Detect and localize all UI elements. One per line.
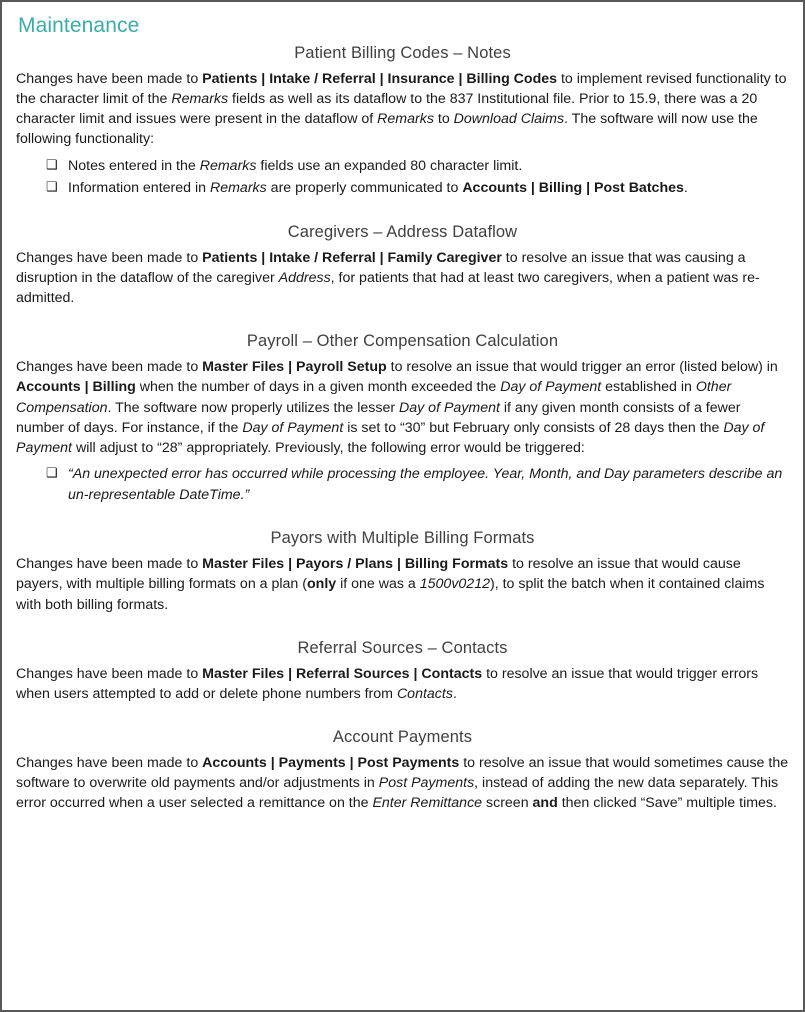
document-body <box>16 44 789 814</box>
section-heading: Account Payments <box>332 728 473 747</box>
page-title: Maintenance <box>18 14 140 37</box>
section-paragraph: Changes have been made to Accounts | Payments | Post Payments to resolve an issue that would sometimes cause the software to overwrite old payments and/or adjustments in Post Payments, instead of adding the new data separately. This error occurred when a user selected a remittance on the Enter Remittance screen and then clicked “Save” multiple times. <box>16 755 789 812</box>
bullet-list <box>16 464 789 505</box>
list-item <box>16 464 789 505</box>
document-section <box>16 44 789 199</box>
list-item <box>16 178 789 199</box>
document-section <box>16 332 789 505</box>
list-item-text: Notes entered in the Remarks fields use an expanded 80 character limit. <box>68 157 523 174</box>
list-item <box>16 156 789 177</box>
section-paragraph: Changes have been made to Master Files | Payroll Setup to resolve an issue that would trigger an error (listed below) in Accounts | Billing when the number of days in a given month exceeded the Day of Payment established in Other Compensation. The software now properly utilizes the lesser Day of Payment if any given month consists of a fewer number of days. For instance, if the Day of Payment is set to “30” but February only consists of 28 days then the Day of Payment will adjust to “28” appropriately. Previously, the following error would be triggered: <box>16 359 778 456</box>
section-heading: Caregivers – Address Dataflow <box>287 222 518 241</box>
bullet-marker-icon: ❑ <box>46 156 58 172</box>
document-section <box>16 728 789 813</box>
section-paragraph: Changes have been made to Patients | Intake / Referral | Insurance | Billing Codes to implement revised functionality to the character limit of the Remarks fields as well as its dataflow to the 837 Institutional file. Prior to 15.9, there was a 20 character limit and issues were present in the dataflow of Remarks to Download Claims. The software will now use the following functionality: <box>16 71 787 148</box>
section-heading: Payors with Multiple Billing Formats <box>270 529 535 548</box>
bullet-marker-icon: ❑ <box>46 179 58 195</box>
section-paragraph: Changes have been made to Patients | Intake / Referral | Family Caregiver to resolve an issue that was causing a disruption in the dataflow of the caregiver Address, for patients that had at least two caregivers, when a patient was re-admitted. <box>16 249 760 307</box>
section-heading: Patient Billing Codes – Notes <box>294 44 511 62</box>
section-paragraph: Changes have been made to Master Files | Referral Sources | Contacts to resolve an issue that would trigger errors when users attempted to add or delete phone numbers from Contacts. <box>16 665 759 702</box>
document-section <box>16 529 789 614</box>
document-section <box>16 639 789 704</box>
list-item-text: “An unexpected error has occurred while processing the employee. Year, Month, and Day parameters describe an un-representable DateTime.” <box>68 466 783 503</box>
bullet-list <box>16 156 789 199</box>
list-item-text: Information entered in Remarks are properly communicated to Accounts | Billing | Post Batches. <box>68 180 688 197</box>
section-heading: Referral Sources – Contacts <box>297 638 508 657</box>
document-section <box>16 223 789 308</box>
bullet-marker-icon: ❑ <box>46 465 58 481</box>
section-paragraph: Changes have been made to Master Files | Payors / Plans | Billing Formats to resolve an issue that would cause payers, with multiple billing formats on a plan (only if one was a 1500v0212), to split the batch when it contained claims with both billing formats. <box>16 556 765 613</box>
section-heading: Payroll – Other Compensation Calculation <box>246 332 559 351</box>
